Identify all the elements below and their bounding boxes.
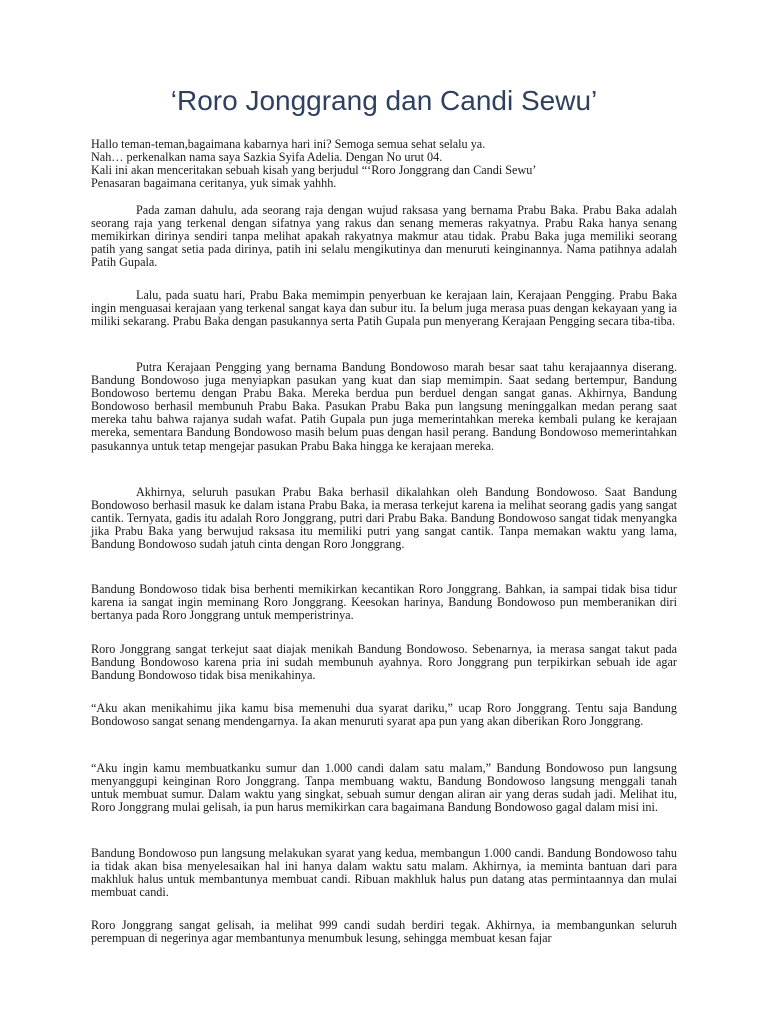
story-paragraph-4: Akhirnya, seluruh pasukan Prabu Baka berhasil dikalahkan oleh Bandung Bondowoso. Saat Bandung Bondowoso berhasil masuk ke dalam istana Prabu Baka, ia merasa terkejut karena ia melihat seorang gadis yang sangat cantik. Ternyata, gadis itu adalah Roro Jonggrang, putri dari Prabu Baka. Bandung Bondowoso sangat tidak menyangka jika Prabu Baka yang berwujud raksasa itu memiliki putri yang sangat cantik. Tanpa memakan waktu yang lama, Bandung Bondowoso sudah jatuh cinta dengan Roro Jonggrang. [91, 485, 677, 552]
story-paragraph-1: Pada zaman dahulu, ada seorang raja dengan wujud raksasa yang bernama Prabu Baka. Prabu Baka adalah seorang raja yang terkenal dengan sifatnya yang rakus dan senang memeras rakyatnya. Prabu Raka hanya senang memikirkan dirinya sendiri tanpa melihat apakah rakyatnya makmur atau tidak. Prabu Baka juga memiliki seorang patih yang sangat setia pada dirinya, patih ini selalu mengikutinya dan menuruti keinginannya. Nama patihnya adalah Patih Gupala. [91, 203, 677, 270]
intro-line: Kali ini akan menceritakan sebuah kisah yang berjudul “‘Roro Jonggrang dan Candi Sewu’ [91, 163, 537, 178]
story-paragraph-7: “Aku akan menikahimu jika kamu bisa memenuhi dua syarat dariku,” ucap Roro Jonggrang. Tentu saja Bandung Bondowoso sangat senang mendengarnya. Ia akan menuruti syarat apa pun yang akan diberikan Roro Jonggrang. [91, 701, 677, 729]
story-paragraph-9: Bandung Bondowoso pun langsung melakukan syarat yang kedua, membangun 1.000 candi. Bandung Bondowoso tahu ia tidak akan bisa menyelesaikan hal ini hanya dalam waktu satu malam. Akhirnya, ia meminta bantuan dari para makhluk halus untuk membantunya membuat candi. Ribuan makhluk halus pun datang atas permintaannya dan mulai membuat candi. [91, 846, 677, 900]
intro-block [91, 138, 677, 190]
intro-line: Penasaran bagaimana ceritanya, yuk simak yahhh. [91, 176, 337, 191]
story-paragraph-8: “Aku ingin kamu membuatkanku sumur dan 1.000 candi dalam satu malam,” Bandung Bondowoso pun langsung menyanggupi keinginan Roro Jonggrang. Tanpa membuang waktu, Bandung Bondowoso langsung menggali tanah untuk membuat sumur. Dalam waktu yang singkat, sebuah sumur dengan aliran air yang deras sudah jadi. Melihat itu, Roro Jonggrang mulai gelisah, ia pun harus memikirkan cara bagaimana Bandung Bondowoso gagal dalam misi ini. [91, 761, 677, 815]
story-paragraph-5: Bandung Bondowoso tidak bisa berhenti memikirkan kecantikan Roro Jonggrang. Bahkan, ia sampai tidak bisa tidur karena ia sangat ingin meminang Roro Jonggrang. Keesokan harinya, Bandung Bondowoso pun memberanikan diri bertanya pada Roro Jonggrang untuk memperistrinya. [91, 582, 677, 623]
intro-line: Nah… perkenalkan nama saya Sazkia Syifa Adelia. Dengan No urut 04. [91, 150, 443, 165]
story-paragraph-10: Roro Jonggrang sangat gelisah, ia melihat 999 candi sudah berdiri tegak. Akhirnya, ia membangunkan seluruh perempuan di negerinya agar membantunya menumbuk lesung, sehingga membuat kesan fajar [91, 918, 677, 946]
story-paragraph-2: Lalu, pada suatu hari, Prabu Baka memimpin penyerbuan ke kerajaan lain, Kerajaan Pengging. Prabu Baka ingin menguasai kerajaan yang terkenal sangat kaya dan subur itu. Ia belum juga merasa puas dengan kekayaan yang ia miliki sekarang. Prabu Baka dengan pasukannya serta Patih Gupala pun menyerang Kerajaan Pengging secara tiba-tiba. [91, 288, 677, 329]
story-paragraph-3: Putra Kerajaan Pengging yang bernama Bandung Bondowoso marah besar saat tahu kerajaannya diserang. Bandung Bondowoso juga menyiapkan pasukan yang kuat dan siap memimpin. Saat sedang bertempur, Bandung Bondowoso bertemu dengan Prabu Baka. Mereka berdua pun berduel dengan sangat ganas. Akhirnya, Bandung Bondowoso berhasil membunuh Prabu Baka. Pasukan Prabu Baka pun langsung meninggalkan medan perang saat mereka tahu bahwa rajanya sudah wafat. Patih Gupala pun juga memerintahkan mereka kembali pulang ke kerajaan mereka, sementara Bandung Bondowoso masih belum puas dengan hasil perang. Bandung Bondowoso memerintahkan pasukannya untuk tetap mengejar pasukan Prabu Baka hingga ke kerajaan mereka. [91, 360, 677, 453]
page-title: ‘Roro Jonggrang dan Candi Sewu’ [170, 85, 598, 116]
story-paragraph-6: Roro Jonggrang sangat terkejut saat diajak menikah Bandung Bondowoso. Sebenarnya, ia merasa sangat takut pada Bandung Bondowoso karena pria ini sudah membunuh ayahnya. Roro Jonggrang pun terpikirkan sebuah ide agar Bandung Bondowoso tidak bisa menikahinya. [91, 642, 677, 683]
intro-line: Hallo teman-teman,bagaimana kabarnya hari ini? Semoga semua sehat selalu ya. [91, 137, 486, 151]
